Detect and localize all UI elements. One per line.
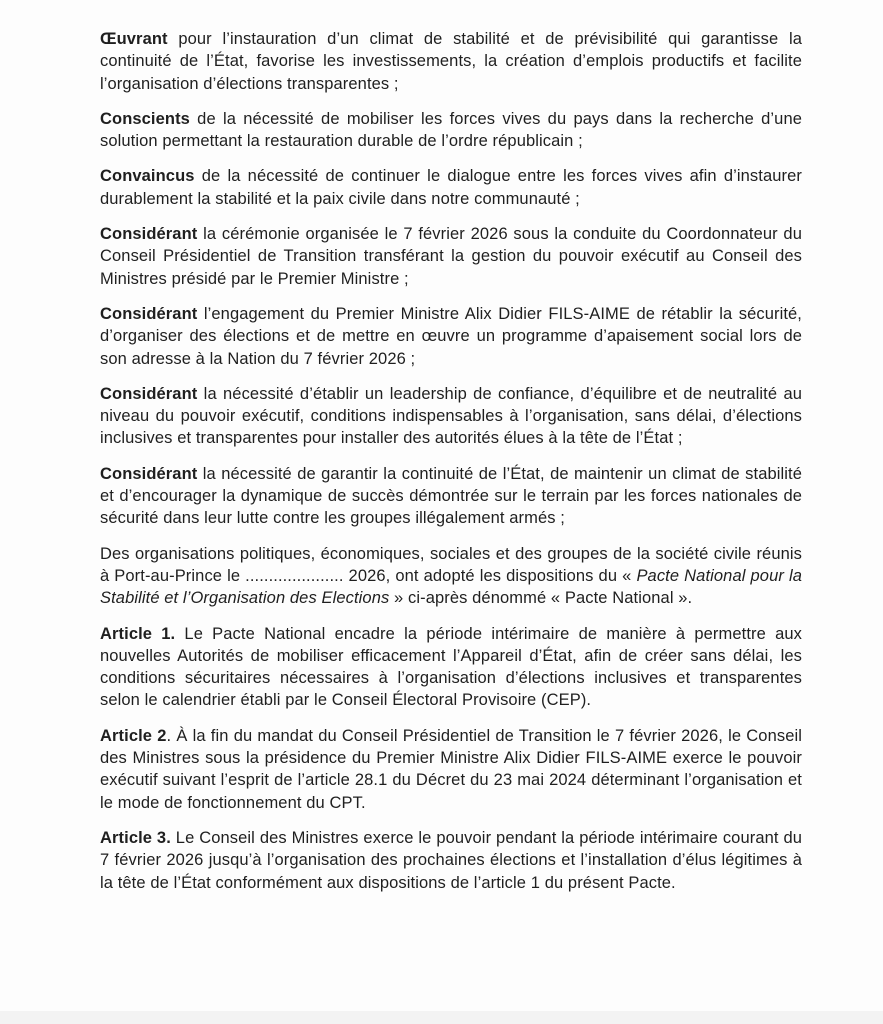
- article-number: Article 2: [100, 726, 167, 745]
- paragraph-body: Le Conseil des Ministres exerce le pouvoir pendant la période intérimaire courant du 7 février 2026 jusqu’à l’organisation des prochaines élections et l’installation d’élus légitimes à la tête de l’État conformément aux dispositions de l’article 1 du présent Pacte.: [100, 828, 802, 892]
- paragraph-body: l’engagement du Premier Ministre Alix Didier FILS-AIME de rétablir la sécurité, d’organiser des élections et de mettre en œuvre un programme d’apaisement social lors de son adresse à la Nation du 7 février 2026 ;: [100, 304, 802, 368]
- paragraph-body: Le Pacte National encadre la période intérimaire de manière à permettre aux nouvelles Autorités de mobiliser efficacement l’Appareil d’État, afin de créer sans délai, les conditions sécuritaires nécessaires à l’organisation d’élections inclusives et transparentes selon le calendrier établi par le Conseil Électoral Provisoire (CEP).: [100, 624, 802, 710]
- paragraph-considerant-leadership: [100, 383, 802, 450]
- paragraph-lead: Considérant: [100, 304, 198, 323]
- scan-bottom-edge: [0, 1011, 883, 1024]
- paragraph-convaincus: [100, 165, 802, 210]
- paragraph-body: pour l’instauration d’un climat de stabilité et de prévisibilité qui garantisse la continuité de l’État, favorise les investissements, la création d’emplois productifs et facilite l’organisation d’élections transparentes ;: [100, 30, 802, 93]
- paragraph-conscients: [100, 108, 802, 153]
- article-number: Article 1.: [100, 624, 176, 643]
- paragraph-lead: Convaincus: [100, 167, 195, 186]
- paragraph-article-1: [100, 623, 802, 712]
- paragraph-lead: Considérant: [100, 225, 198, 244]
- paragraph-considerant-engagement: [100, 303, 802, 370]
- paragraph-considerant-continuite: [100, 463, 802, 530]
- paragraph-body: la nécessité de garantir la continuité de l’État, de maintenir un climat de stabilité et d’encourager la dynamique de succès démontrée sur le terrain par les forces nationales de sécurité dans leur lutte contre les groupes illégalement armés ;: [100, 464, 802, 528]
- paragraph-body: de la nécessité de continuer le dialogue entre les forces vives afin d’instaurer durablement la stabilité et la paix civile dans notre communauté ;: [100, 167, 802, 208]
- paragraph-body-post: » ci-après dénommé « Pacte National ».: [389, 589, 693, 608]
- article-number: Article 3.: [100, 828, 171, 847]
- paragraph-article-2: [100, 725, 802, 814]
- paragraph-lead: Conscients: [100, 109, 190, 128]
- paragraph-oeuvrant: [100, 28, 802, 95]
- paragraph-body: de la nécessité de mobiliser les forces vives du pays dans la recherche d’une solution permettant la restauration durable de l’ordre républicain ;: [100, 109, 802, 151]
- paragraph-body: la cérémonie organisée le 7 février 2026 sous la conduite du Coordonnateur du Conseil Présidentiel de Transition transférant la gestion du pouvoir exécutif au Conseil des Ministres présidé par le Premier Ministre ;: [100, 225, 802, 288]
- paragraph-lead: Considérant: [100, 384, 198, 403]
- paragraph-considerant-ceremonie: [100, 223, 802, 290]
- paragraph-adoption-pacte: [100, 543, 802, 610]
- document-text-block: [100, 28, 802, 907]
- pacte-national-title: Pacte National pour la Stabilité et l’Organisation des Elections: [100, 566, 802, 608]
- paragraph-lead: Considérant: [100, 464, 198, 483]
- paragraph-body: . À la fin du mandat du Conseil Présidentiel de Transition le 7 février 2026, le Conseil des Ministres sous la présidence du Premier Ministre Alix Didier FILS-AIME exerce le pouvoir exécutif suivant l’esprit de l’article 28.1 du Décret du 23 mai 2024 déterminant l’organisation et le mode de fonctionnement du CPT.: [100, 726, 802, 812]
- paragraph-article-3: [100, 827, 802, 894]
- paragraph-lead: Œuvrant: [100, 30, 168, 48]
- paragraph-body: la nécessité d’établir un leadership de confiance, d’équilibre et de neutralité au niveau du pouvoir exécutif, conditions indispensables à l’organisation, sans délai, d’élections inclusives et transparentes pour installer des autorités élues à la tête de l’État ;: [100, 384, 802, 448]
- paragraph-body-pre: Des organisations politiques, économiques, sociales et des groupes de la société civile réunis à Port-au-Prince le ..................... 2026, ont adopté les dispositions du «: [100, 544, 802, 585]
